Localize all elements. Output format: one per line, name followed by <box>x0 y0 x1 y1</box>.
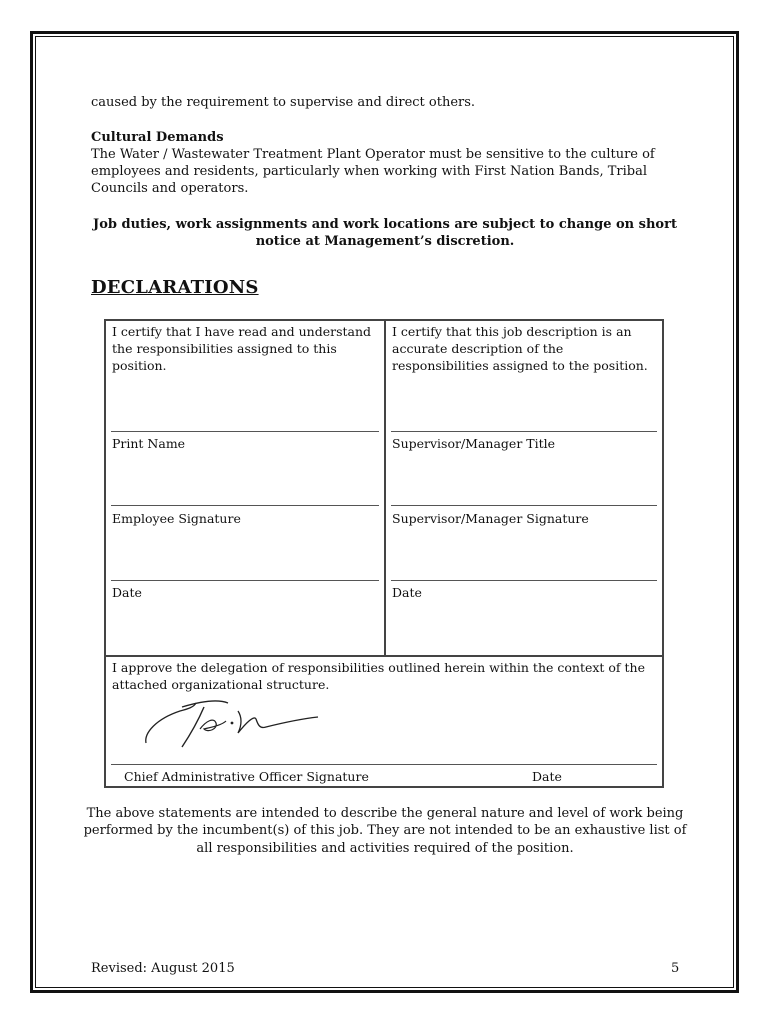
approval-statement-line-1: I approve the delegation of responsibilities outlined herein within the context of the <box>112 660 646 675</box>
cao-date-label: Date <box>532 769 562 784</box>
employee-signature-label: Employee Signature <box>112 511 241 526</box>
supervisor-title-label: Supervisor/Manager Title <box>392 436 556 451</box>
approval-statement-line-2: attached organizational structure. <box>112 677 330 692</box>
supervisor-cell <box>385 320 663 656</box>
disclaimer-line-1: The above statements are intended to describe the general nature and level of work being <box>86 806 684 821</box>
employee-date-label: Date <box>112 585 142 600</box>
notice-line-2: notice at Management’s discretion. <box>255 234 515 249</box>
cultural-demands-line-3: Councils and operators. <box>91 181 249 196</box>
employee-date-line[interactable] <box>111 580 379 581</box>
intro-line: caused by the requirement to supervise and direct others. <box>91 95 476 110</box>
supervisor-statement-line-3: responsibilities assigned to the position. <box>392 358 648 373</box>
notice-line-1: Job duties, work assignments and work locations are subject to change on short <box>93 217 677 232</box>
disclaimer-line-3: all responsibilities and activities required of the position. <box>196 841 574 856</box>
cao-signature-label: Chief Administrative Officer Signature <box>124 769 369 784</box>
cao-signature-line[interactable] <box>111 764 657 765</box>
page-number: 5 <box>671 961 680 976</box>
approval-cell <box>105 656 663 787</box>
supervisor-signature-label: Supervisor/Manager Signature <box>392 511 589 526</box>
disclaimer-line-2: performed by the incumbent(s) of this job. They are not intended to be an exhaustive list of <box>83 823 687 838</box>
employee-statement-line-2: the responsibilities assigned to this <box>112 341 337 356</box>
employee-signature-line[interactable] <box>111 505 379 506</box>
supervisor-signature-line[interactable] <box>391 505 657 506</box>
cultural-demands-line-1: The Water / Wastewater Treatment Plant Operator must be sensitive to the culture of <box>91 147 655 162</box>
cultural-demands-heading: Cultural Demands <box>91 130 224 145</box>
print-name-line[interactable] <box>111 431 379 432</box>
print-name-label: Print Name <box>112 436 186 451</box>
employee-statement-line-1: I certify that I have read and understand <box>112 324 372 339</box>
supervisor-title-line[interactable] <box>391 431 657 432</box>
supervisor-date-line[interactable] <box>391 580 657 581</box>
footer-revised-date: Revised: August 2015 <box>91 961 235 976</box>
cultural-demands-line-2: employees and residents, particularly when working with First Nation Bands, Tribal <box>91 164 648 179</box>
supervisor-statement-line-1: I certify that this job description is an <box>392 324 632 339</box>
cao-handwritten-signature <box>142 693 322 755</box>
employee-cell <box>105 320 385 656</box>
declarations-table <box>104 319 664 788</box>
employee-statement-line-3: position. <box>112 358 167 373</box>
declarations-heading: DECLARATIONS <box>91 277 259 298</box>
supervisor-statement-line-2: accurate description of the <box>392 341 564 356</box>
supervisor-date-label: Date <box>392 585 422 600</box>
